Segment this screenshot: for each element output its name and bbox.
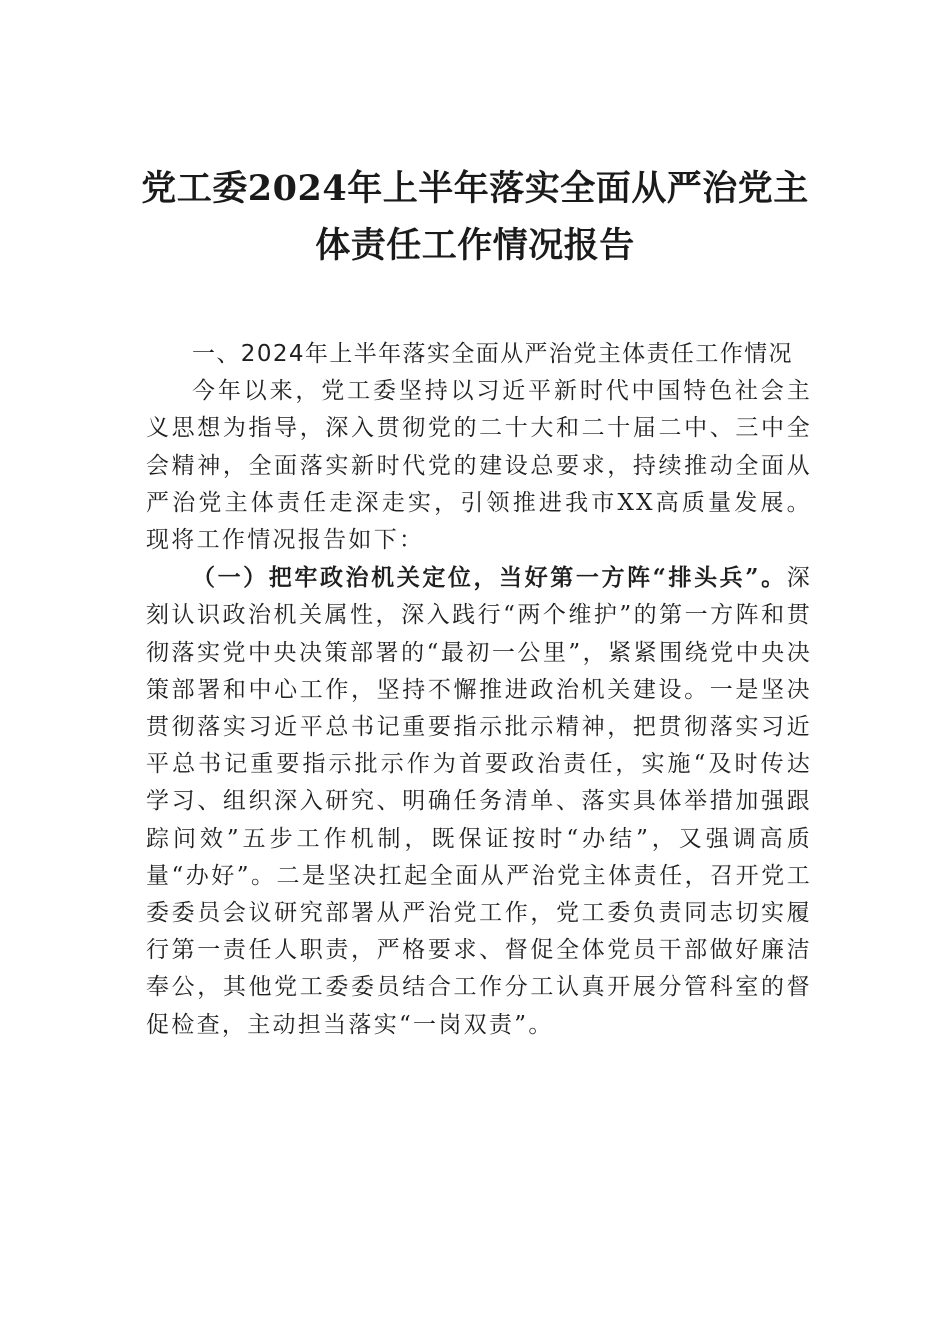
document-body <box>146 336 812 1044</box>
subsection-paragraph <box>146 559 812 1044</box>
subsection-body: 深刻认识政治机关属性，深入践行“两个维护”的第一方阵和贯彻落实党中央决策部署的“最初一公里”，紧紧围绕党中央决策部署和中心工作，坚持不懈推进政治机关建设。一是坚决贯彻落实习近平总书记重要指示批示精神，把贯彻落实习近平总书记重要指示批示作为首要政治责任，实施“及时传达学习、组织深入研究、明确任务清单、落实具体举措加强跟踪问效”五步工作机制，既保证按时“办结”，又强调高质量“办好”。二是坚决扛起全面从严治党主体责任，召开党工委委员会议研究部署从严治党工作，党工委负责同志切实履行第一责任人职责，严格要求、督促全体党员干部做好廉洁奉公，其他党工委委员结合工作分工认真开展分管科室的督促检查，主动担当落实“一岗双责”。 <box>146 565 812 1038</box>
subsection-heading: （一）把牢政治机关定位，当好第一方阵“排头兵”。 <box>192 564 787 592</box>
intro-paragraph: 今年以来，党工委坚持以习近平新时代中国特色社会主义思想为指导，深入贯彻党的二十大和二十届二中、三中全会精神，全面落实新时代党的建设总要求，持续推动全面从严治党主体责任走深走实，引领推进我市XX高质量发展。现将工作情况报告如下： <box>146 378 812 554</box>
document-title: 党工委2024年上半年落实全面从严治党主体责任工作情况报告 <box>141 168 809 266</box>
section-heading: 一、2024年上半年落实全面从严治党主体责任工作情况 <box>192 341 793 367</box>
